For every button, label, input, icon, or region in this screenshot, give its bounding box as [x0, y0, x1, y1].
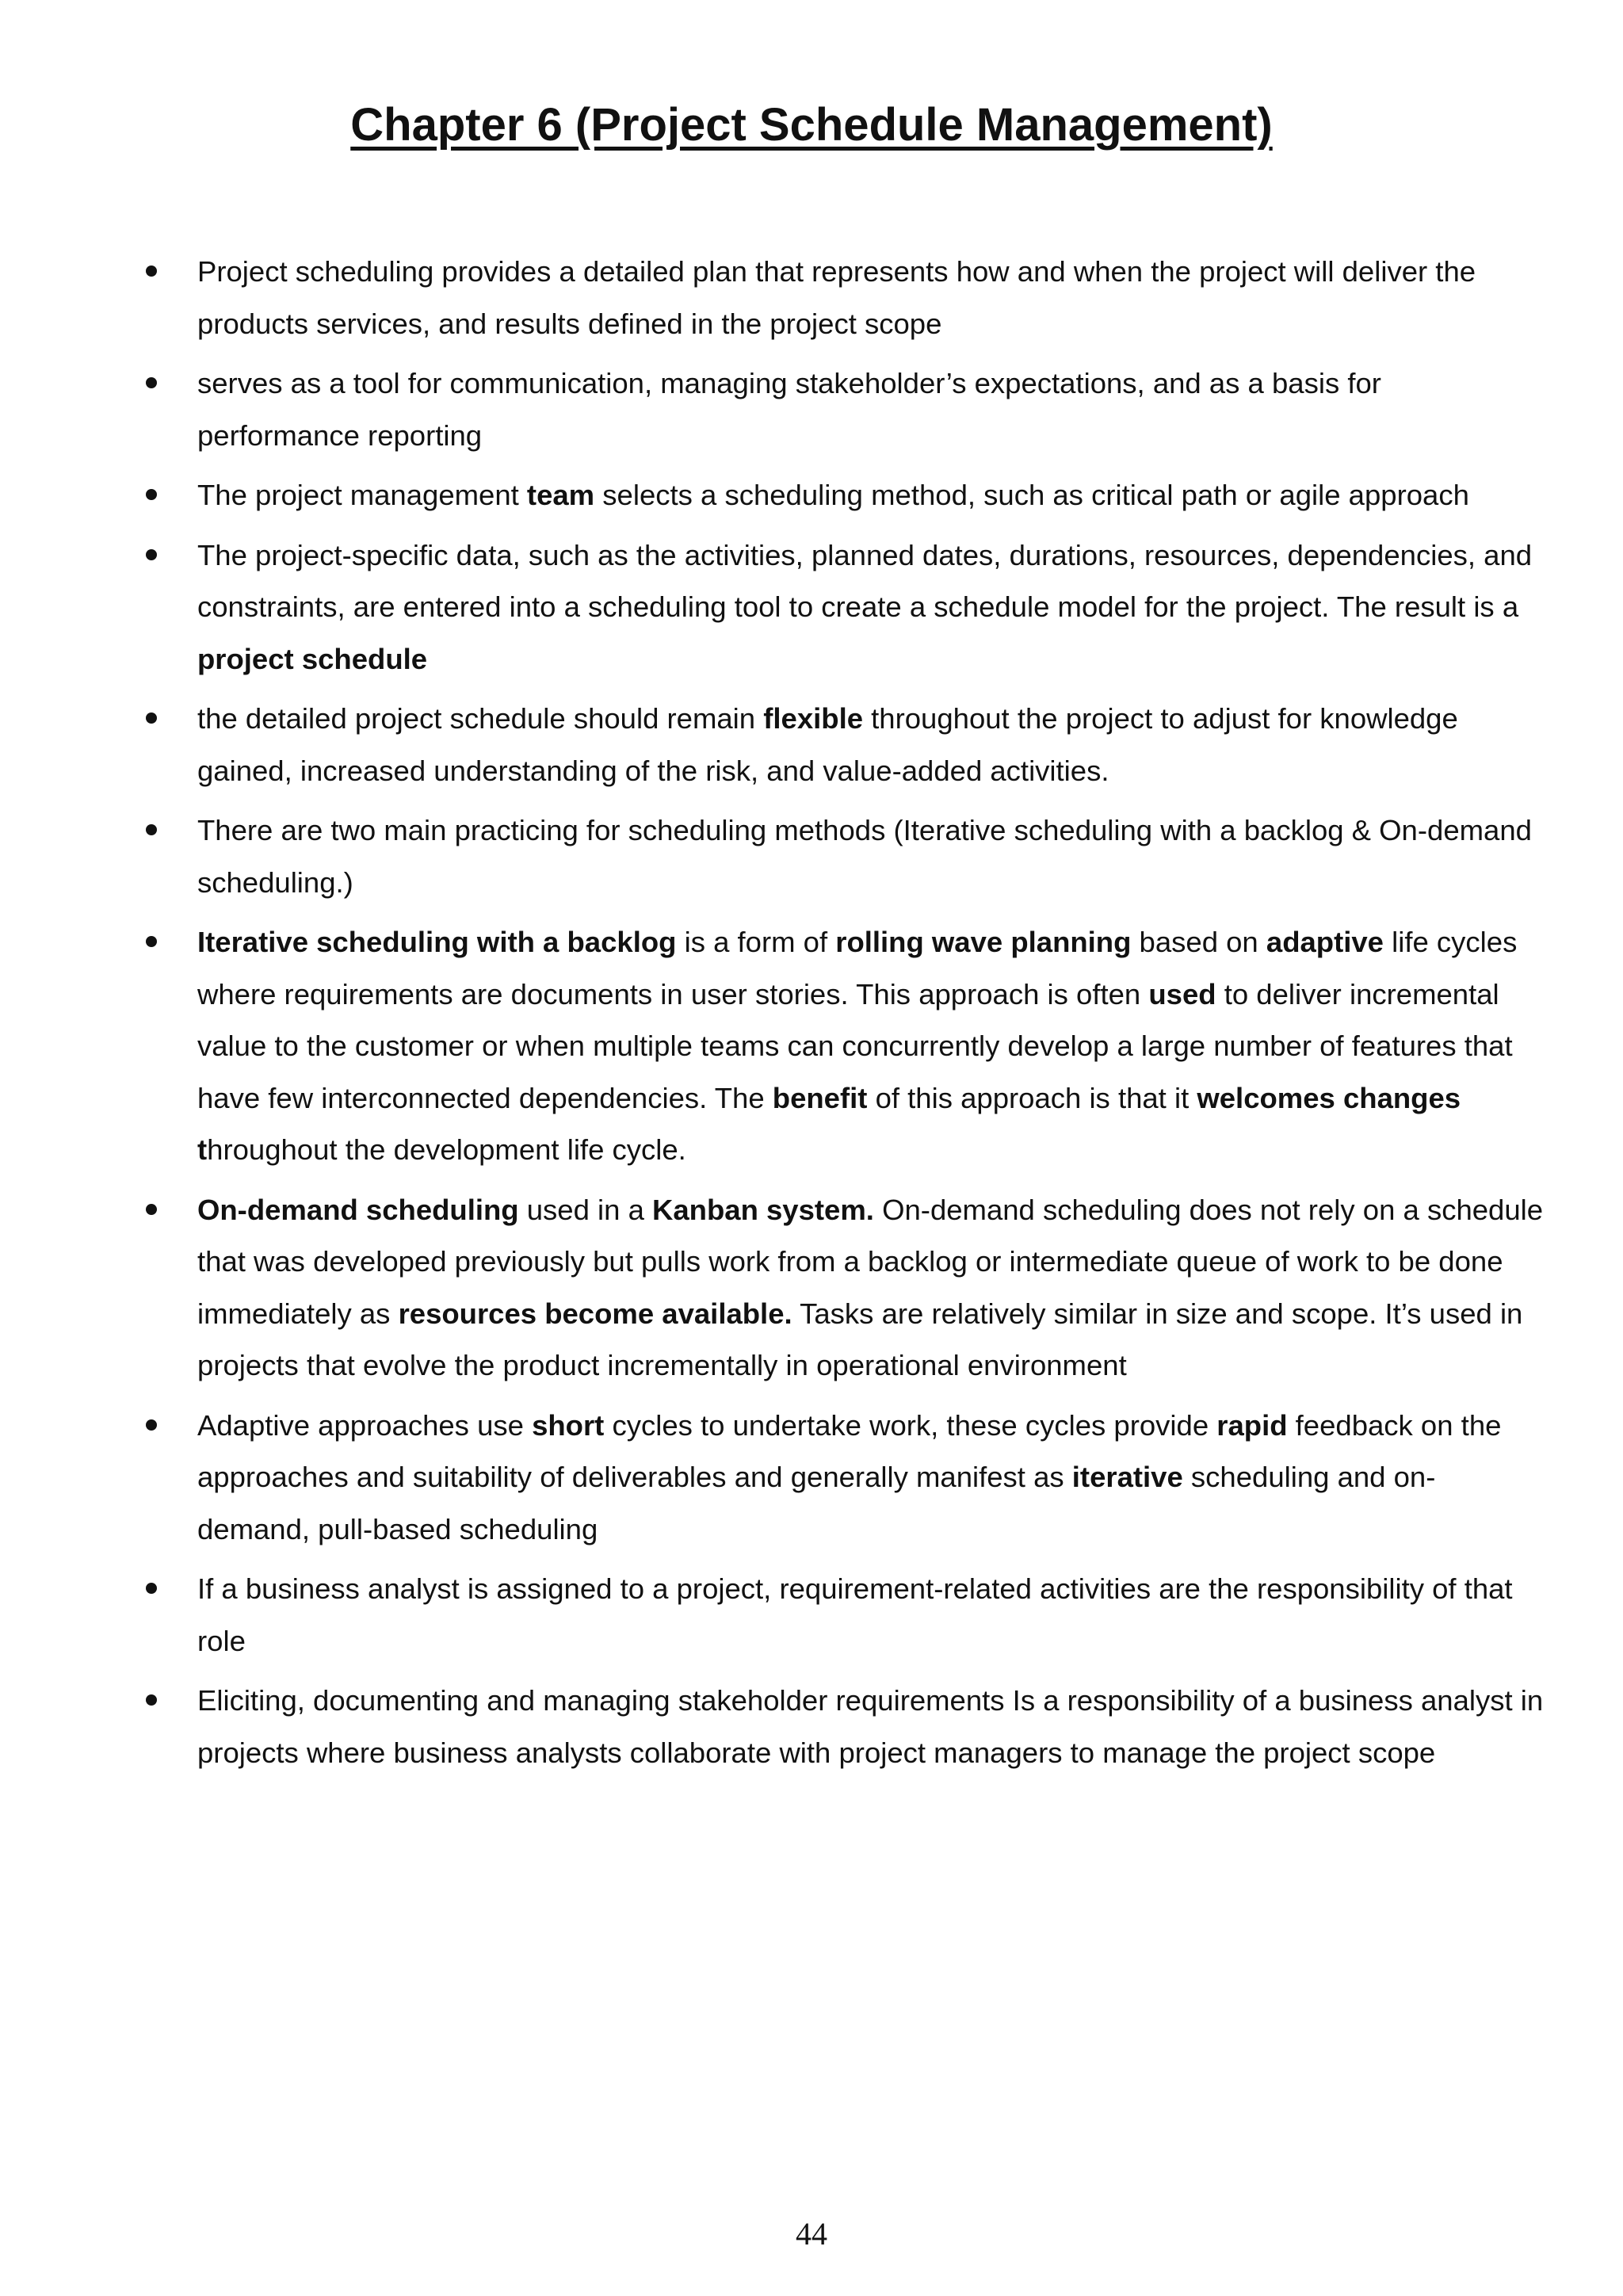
bullet-dot-icon: [146, 1204, 157, 1215]
text-run: of this approach is that it: [867, 1081, 1197, 1114]
text-run: On-demand scheduling does not rely on a schedule that was developed previously but pulls work from a backlog or intermediate queue of work to be done immediately as: [197, 1193, 1544, 1330]
bold-text-run: project schedule: [197, 642, 428, 675]
bullet-text: [197, 926, 1517, 1166]
bullet-dot-icon: [146, 1694, 157, 1706]
bullet-item: [0, 1400, 1545, 1556]
bullet-item: [0, 529, 1545, 686]
bullet-item: [0, 1563, 1545, 1667]
bullet-text: [197, 702, 1458, 787]
bullet-item: [0, 357, 1545, 461]
bullet-text: [197, 814, 1532, 899]
text-run: selects a scheduling method, such as critical path or agile approach: [594, 479, 1469, 511]
bullet-dot-icon: [146, 266, 157, 277]
bullet-dot-icon: [146, 489, 157, 500]
bullet-text: [197, 255, 1476, 340]
bullet-item: [0, 693, 1545, 797]
page-number: 44: [796, 2216, 827, 2252]
bold-text-run: On-demand scheduling: [197, 1193, 519, 1226]
bold-text-run: adaptive: [1266, 926, 1384, 958]
text-run: Eliciting, documenting and managing stakeholder requirements Is a responsibility of a business analyst in projects where business analysts collaborate with project managers to manage the project scope: [197, 1684, 1544, 1769]
bold-text-run: used: [1148, 977, 1216, 1010]
bullet-dot-icon: [146, 549, 157, 560]
bold-text-run: rapid: [1216, 1408, 1288, 1442]
bullet-item: [0, 804, 1545, 908]
bullet-item: [0, 1184, 1545, 1392]
bold-text-run: welcomes changes t: [197, 1081, 1461, 1166]
bullet-dot-icon: [146, 1583, 157, 1594]
text-run: used in a: [518, 1193, 653, 1226]
bullet-text: [197, 1572, 1513, 1657]
bullet-dot-icon: [146, 936, 157, 947]
text-run: throughout the project to adjust for knowledge gained, increased understanding of the risk, and value-added activities.: [197, 702, 1458, 787]
bullet-text: [197, 479, 1469, 511]
bullet-text: [197, 539, 1532, 675]
bullet-dot-icon: [146, 824, 157, 835]
bullet-list: [0, 246, 1623, 1786]
bold-text-run: resources become available.: [398, 1297, 792, 1330]
bold-text-run: flexible: [763, 702, 864, 735]
bullet-text: [197, 367, 1381, 452]
text-run: hroughout the development life cycle.: [207, 1133, 686, 1166]
text-run: to deliver incremental value to the customer or when multiple teams can concurrently develop a large number of features that have few interconnected dependencies. The: [197, 977, 1513, 1114]
text-run: is a form of: [676, 926, 836, 958]
bullet-text: [197, 1684, 1543, 1769]
text-run: the detailed project schedule should remain: [197, 702, 764, 735]
bullet-item: [0, 916, 1545, 1176]
text-run: life cycles where requirements are documents in user stories. This approach is often: [197, 926, 1518, 1010]
text-run: scheduling and on-demand, pull-based scheduling: [197, 1461, 1436, 1545]
bold-text-run: Kanban system.: [652, 1193, 874, 1226]
text-run: The project-specific data, such as the activities, planned dates, durations, resources, dependencies, and constraints, are entered into a scheduling tool to create a schedule model for the project. The result is a: [197, 538, 1533, 623]
bullet-item: [0, 469, 1545, 521]
text-run: Tasks are relatively similar in size and scope. It’s used in projects that evolve the product incrementally in operational environment: [197, 1297, 1523, 1381]
bold-text-run: benefit: [772, 1081, 868, 1114]
text-run: cycles to undertake work, these cycles provide: [604, 1408, 1217, 1442]
bullet-text: [197, 1409, 1501, 1545]
text-run: The project management: [197, 479, 527, 511]
bullet-dot-icon: [146, 1419, 157, 1431]
bullet-text: [197, 1194, 1543, 1382]
text-run: If a business analyst is assigned to a project, requirement-related activities are the responsibility of that role: [197, 1572, 1513, 1657]
bullet-item: [0, 1675, 1545, 1778]
bullet-dot-icon: [146, 377, 157, 388]
page-title: Chapter 6 (Project Schedule Management): [350, 99, 1273, 151]
text-run: Adaptive approaches use: [197, 1408, 533, 1442]
text-run: based on: [1131, 926, 1266, 958]
bold-text-run: Iterative scheduling with a backlog: [197, 926, 677, 958]
bold-text-run: team: [526, 479, 595, 511]
text-run: There are two main practicing for scheduling methods (Iterative scheduling with a backlog & On-demand scheduling.): [197, 814, 1532, 899]
bullet-item: [0, 246, 1545, 350]
text-run: Project scheduling provides a detailed plan that represents how and when the project will deliver the products services, and results defined in the project scope: [197, 255, 1476, 340]
text-run: feedback on the approaches and suitability of deliverables and generally manifest as: [197, 1408, 1502, 1493]
text-run: serves as a tool for communication, managing stakeholder’s expectations, and as a basis for performance reporting: [197, 367, 1381, 452]
bold-text-run: short: [532, 1408, 605, 1442]
bold-text-run: rolling wave planning: [835, 926, 1132, 958]
bullet-dot-icon: [146, 712, 157, 724]
bold-text-run: iterative: [1071, 1461, 1183, 1493]
